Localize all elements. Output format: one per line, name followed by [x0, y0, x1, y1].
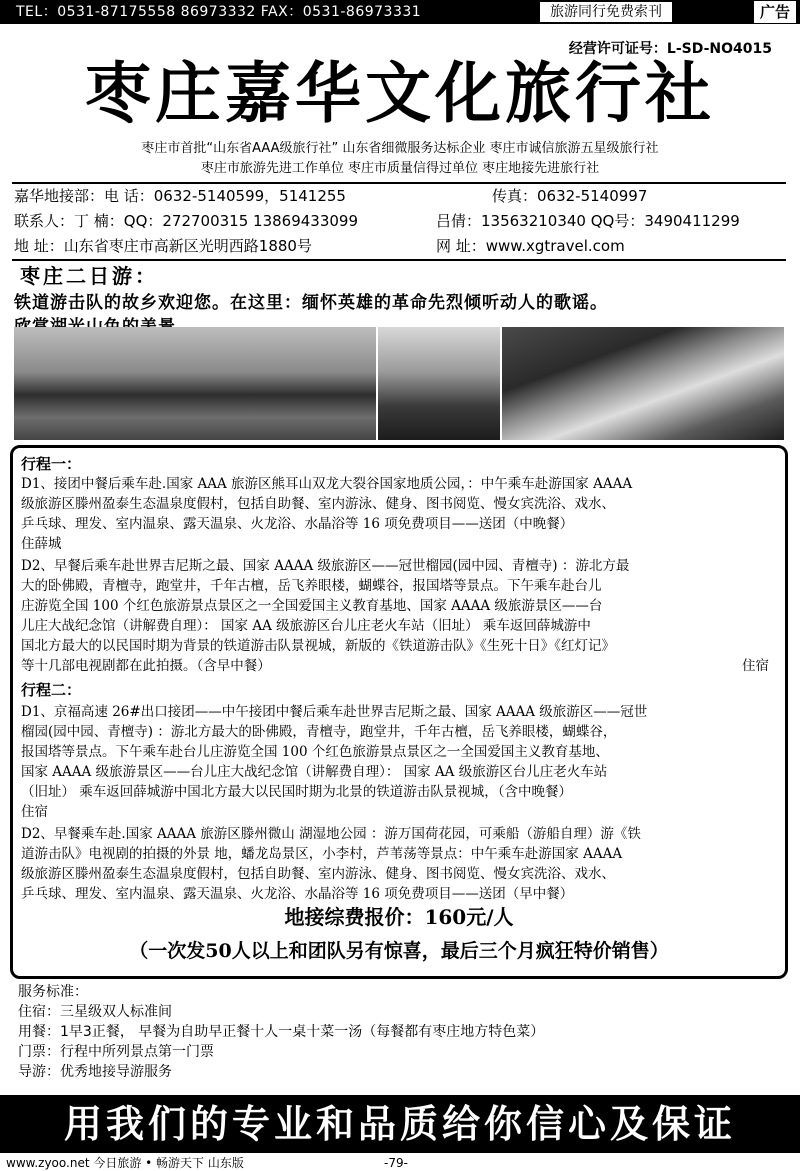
contact-dept-phone: 嘉华地接部：电 话：0632-5140599，5141255 [14, 187, 346, 205]
itinerary-1-d2-line: 儿庄大战纪念馆（讲解费自理）： 国家 AA 级旅游区台儿庄老火车站（旧址） 乘车返回薛城游中 [21, 618, 591, 634]
itinerary-2-d1-line: 榴园(园中园、青檀寺) ：游北方最大的卧佛殿，青檀寺，跑堂井，千年古檀，岳飞养眼楼，蝴蝶谷， [21, 724, 617, 740]
services-meals: 用餐：1早3正餐， 早餐为自助早正餐十人一桌十菜一汤（每餐都有枣庄地方特色菜） [18, 1024, 545, 1040]
footer [0, 1155, 800, 1171]
waterfall-photo [502, 327, 784, 440]
pagoda-photo [378, 327, 500, 440]
itinerary-1-d1-line: 住薛城 [21, 536, 62, 552]
services-lodging: 住宿：三星级双人标准间 [18, 1004, 172, 1020]
itinerary-1-d2-line: 大的卧佛殿，青檀寺，跑堂井，千年古檀，岳飞养眼楼，蝴蝶谷，报国塔等景点。下午乘车赴台儿 [21, 578, 602, 594]
contact-person-1: 联系人：丁 楠：QQ：272700315 13869433099 [14, 212, 359, 230]
slogan-line-1: 铁道游击队的故乡欢迎您。在这里：缅怀英雄的革命先烈倾听动人的歌谣。 [14, 293, 608, 313]
services-tickets: 门票：行程中所列景点第一门票 [18, 1044, 214, 1060]
license-number: 经营许可证号：L-SD-NO4015 [568, 41, 772, 57]
itinerary-1-d2-line: 庄游览全国 100 个红色旅游景点景区之一全国爱国主义教育基地、国家 AAAA 级旅游景区——台 [21, 598, 603, 614]
company-name: 枣庄嘉华文化旅行社 [85, 55, 715, 132]
honors-line-1: 枣庄市首批“山东省AAA级旅行社” 山东省细微服务达标企业 枣庄市诚信旅游五星级旅行社 [141, 141, 659, 156]
honors-line-2: 枣庄市旅游先进工作单位 枣庄市质量信得过单位 枣庄地接先进旅行社 [200, 161, 600, 176]
itinerary-2-d1-line: 住宿 [21, 804, 48, 820]
itinerary-1-d1-line: 级旅游区滕州盈泰生态温泉度假村，包括自助餐、室内游泳、健身、图书阅览、慢女宾洗浴、戏水、 [21, 496, 615, 512]
itinerary-2-title: 行程二： [21, 681, 82, 699]
contact-box [12, 182, 786, 261]
lake-pavilion-photo [14, 327, 376, 440]
service-standards [18, 982, 544, 1082]
itinerary-2-d1-line: 报国塔等景点。下午乘车赴台儿庄游览全国 100 个红色旅游景点景区之一全国爱国主义教育基地、 [21, 744, 609, 760]
services-title: 服务标准： [18, 984, 88, 1000]
header-index-text: 旅游同行免费索刊 [540, 2, 672, 22]
header-contact: TEL：0531-87175558 86973332 FAX：0531-86973331 [16, 4, 422, 20]
itinerary-1-d1-line: 乒乓球、理发、室内温泉、露天温泉、火龙浴、水晶浴等 16 项免费项目——送团（中晚餐） [21, 516, 574, 532]
itinerary-2-d2-line: 级旅游区滕州盈泰生态温泉度假村，包括自助餐、室内游泳、健身、图书阅览、慢女宾洗浴、戏水、 [21, 866, 615, 882]
page-number: -79- [384, 1156, 408, 1170]
bottom-slogan: 用我们的专业和品质给你信心及保证 [0, 1095, 800, 1153]
itinerary-box [10, 445, 788, 979]
slogan-title: 枣庄二日游： [20, 264, 158, 288]
ad-label: 广告 [754, 1, 796, 23]
footer-site: www.zyoo.net 今日旅游 • 畅游天下 山东版 [6, 1156, 244, 1170]
contact-person-2: 吕倩：13563210340 QQ号：3490411299 [436, 212, 740, 230]
itinerary-2-d2-line: 乒乓球、理发、室内温泉、露天温泉、火龙浴、水晶浴等 16 项免费项目——送团（早中餐） [21, 886, 574, 902]
contact-address: 地 址：山东省枣庄市高新区光明西路1880号 [14, 237, 312, 255]
itinerary-2-d1-line: D1、京福高速 26#出口接团——中午接团中餐后乘车赴世界吉尼斯之最、国家 AAAA 级旅游区——冠世 [21, 704, 648, 720]
itinerary-2-d1-line: （旧址） 乘车返回薛城游中国北方最大以民国时期为北景的铁道游击队景视城，（含中晚餐） [21, 784, 573, 800]
services-guide: 导游：优秀地接导游服务 [18, 1064, 172, 1080]
itinerary-1-d2-line: 等十几部电视剧都在此拍摄。（含早中餐） [21, 658, 271, 674]
itinerary-1-d2-line: D2、早餐后乘车赴世界吉尼斯之最、国家 AAAA 级旅游区——冠世榴园(园中园、青檀寺) ：游北方最 [21, 558, 630, 574]
price-promotion: （一次发50人以上和团队另有惊喜，最后三个月疯狂特价销售） [129, 940, 669, 962]
itinerary-1-d2-line: 国北方最大的以民国时期为背景的铁道游击队景视城，新版的《铁道游击队》《生死十日》《红灯记》 [21, 638, 615, 654]
itinerary-2-d2-line: D2、早餐乘车赴.国家 AAAA 旅游区滕州微山 湖湿地公园 ：游万国荷花园，可乘船（游船自理）游《铁 [21, 826, 641, 842]
itinerary-1-title: 行程一： [21, 455, 82, 473]
price-quote: 地接综费报价：160元/人 [284, 905, 514, 929]
contact-fax: 传真：0632-5140997 [492, 187, 648, 205]
itinerary-1-d1-line: D1、接团中餐后乘车赴.国家 AAA 旅游区熊耳山双龙大裂谷国家地质公园，：中午乘车赴游国家 AAAA [21, 476, 633, 492]
top-bar [0, 0, 800, 24]
itinerary-2-d1-line: 国家 AAAA 级旅游景区——台儿庄大战纪念馆（讲解费自理）： 国家 AA 级旅游区台儿庄老火车站 [21, 764, 608, 780]
contact-website: 网 址：www.xgtravel.com [436, 237, 625, 255]
itinerary-2-d2-line: 道游击队》电视剧的拍摄的外景 地，蟠龙岛景区，小李村，芦苇荡等景点：中午乘车赴游国家 AAAA [21, 846, 623, 862]
itinerary-1-d2-end: 住宿 [742, 658, 769, 674]
